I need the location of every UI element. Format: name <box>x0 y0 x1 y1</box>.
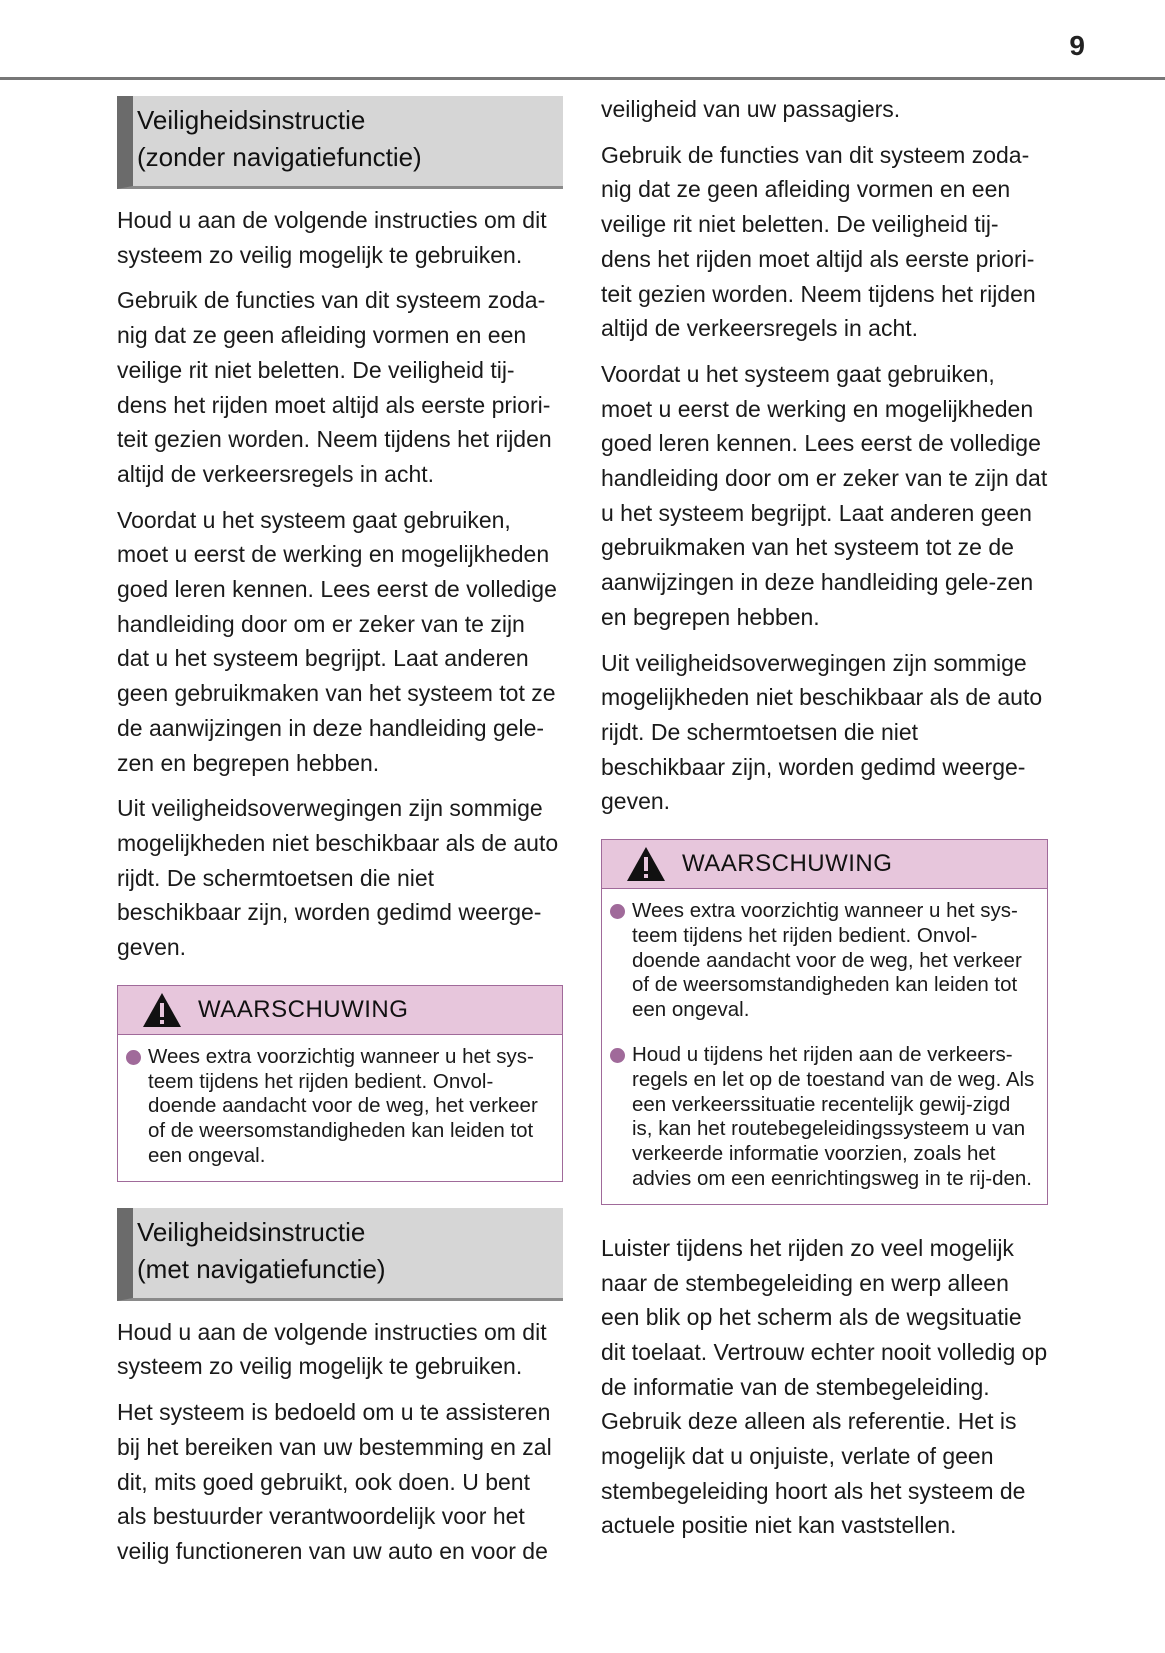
warning-box <box>117 985 563 1182</box>
warning-title: WAARSCHUWING <box>682 850 893 878</box>
paragraph: Gebruik de functies van dit systeem zoda-nig dat ze geen afleiding vormen en een veilige rit niet beletten. De veiligheid tij-dens het rijden moet altijd als eerste priori-teit gezien worden. Neem tijdens het rijden altijd de verkeersregels in acht. <box>601 141 1036 342</box>
bullet-dot-icon <box>610 1048 625 1063</box>
section-heading-without-navigation <box>117 96 563 189</box>
warning-header <box>118 986 562 1035</box>
paragraph: veiligheid van uw passagiers. <box>601 96 901 122</box>
paragraph: Voordat u het systeem gaat gebruiken, moet u eerst de werking en mogelijkheden goed leren kennen. Lees eerst de volledige handleiding door om er zeker van te zijn dat u het systeem begrijpt. Laat anderen geen gebruikmaken van het systeem tot ze de aanwijzingen in deze handleiding gele-zen en begrepen hebben. <box>601 360 1048 630</box>
bullet-dot-icon <box>126 1050 141 1065</box>
warning-triangle-icon <box>626 846 666 882</box>
paragraph: Voordat u het systeem gaat gebruiken, moet u eerst de werking en mogelijkheden goed leren kennen. Lees eerst de volledige handleiding door om er zeker van te zijn dat u het systeem begrijpt. Laat anderen geen gebruikmaken van het systeem tot ze de aanwijzingen in deze handleiding gele-zen en begrepen hebben. <box>117 506 557 776</box>
section-heading-line: (zonder navigatiefunctie) <box>137 142 422 172</box>
paragraph: Uit veiligheidsoverwegingen zijn sommige mogelijkheden niet beschikbaar als de auto rijdt. De schermtoetsen die niet beschikbaar zijn, worden gedimd weerge-geven. <box>117 795 559 961</box>
right-column <box>601 92 1048 1554</box>
header-rule <box>0 77 1165 80</box>
warning-title: WAARSCHUWING <box>198 995 409 1023</box>
section-heading-line: (met navigatiefunctie) <box>137 1253 386 1284</box>
bullet-dot-icon <box>610 904 625 919</box>
warning-header <box>602 840 1047 889</box>
section-heading-with-navigation <box>117 1208 563 1301</box>
warning-item <box>126 1045 550 1169</box>
warning-text: Wees extra voorzichtig wanneer u het sys-teem tijdens het rijden bedient. Onvol-doende aandacht voor de weg, het verkeer of de weersomstandigheden kan leiden tot een ongeval. <box>632 899 1022 1022</box>
paragraph: Uit veiligheidsoverwegingen zijn sommige mogelijkheden niet beschikbaar als de auto rijdt. De schermtoetsen die niet beschikbaar zijn, worden gedimd weerge-geven. <box>601 649 1043 815</box>
warning-text: Houd u tijdens het rijden aan de verkeers-regels en let op de toestand van de weg. Als een verkeerssituatie recentelijk gewij-zigd is, kan het routebegeleidingssysteem u van verkeerde informatie voorzien, zoals het advies om een eenrichtingsweg in te rij-den. <box>632 1043 1035 1191</box>
paragraph: Het systeem is bedoeld om u te assisteren bij het bereiken van uw bestemming en zal dit, mits goed gebruikt, ook doen. U bent als bestuurder verantwoordelijk voor het veilig functioneren van uw auto en voor de <box>117 1399 552 1564</box>
paragraph: Houd u aan de volgende instructies om dit systeem zo veilig mogelijk te gebruiken. <box>117 1318 547 1380</box>
section-heading-line: Veiligheidsinstructie <box>137 105 366 135</box>
warning-body <box>118 1035 562 1181</box>
paragraph: Gebruik de functies van dit systeem zoda-nig dat ze geen afleiding vormen en een veilige rit niet beletten. De veiligheid tij-dens het rijden moet altijd als eerste priori-teit gezien worden. Neem tijdens het rijden altijd de verkeersregels in acht. <box>117 287 552 487</box>
section-heading-line: Veiligheidsinstructie <box>137 1216 366 1247</box>
warning-triangle-icon <box>142 992 182 1028</box>
paragraph: Houd u aan de volgende instructies om dit systeem zo veilig mogelijk te gebruiken. <box>117 207 547 268</box>
page-number: 9 <box>1069 30 1085 61</box>
paragraph: Luister tijdens het rijden zo veel mogelijk naar de stembegeleiding en werp alleen een blik op het scherm als de wegsituatie dit toelaat. Vertrouw echter nooit volledig op de informatie van de stembegeleiding. Gebruik deze alleen als referentie. Het is mogelijk dat u onjuiste, verlate of geen stembegeleiding hoort als het systeem de actuele positie niet kan vaststellen. <box>601 1234 1048 1539</box>
warning-item <box>610 1043 1035 1192</box>
warning-item <box>610 899 1035 1023</box>
warning-body <box>602 889 1047 1204</box>
warning-text: Wees extra voorzichtig wanneer u het sys-teem tijdens het rijden bedient. Onvol-doende aandacht voor de weg, het verkeer of de weersomstandigheden kan leiden tot een ongeval. <box>148 1044 538 1167</box>
warning-box <box>601 839 1048 1205</box>
left-column <box>117 96 563 1580</box>
